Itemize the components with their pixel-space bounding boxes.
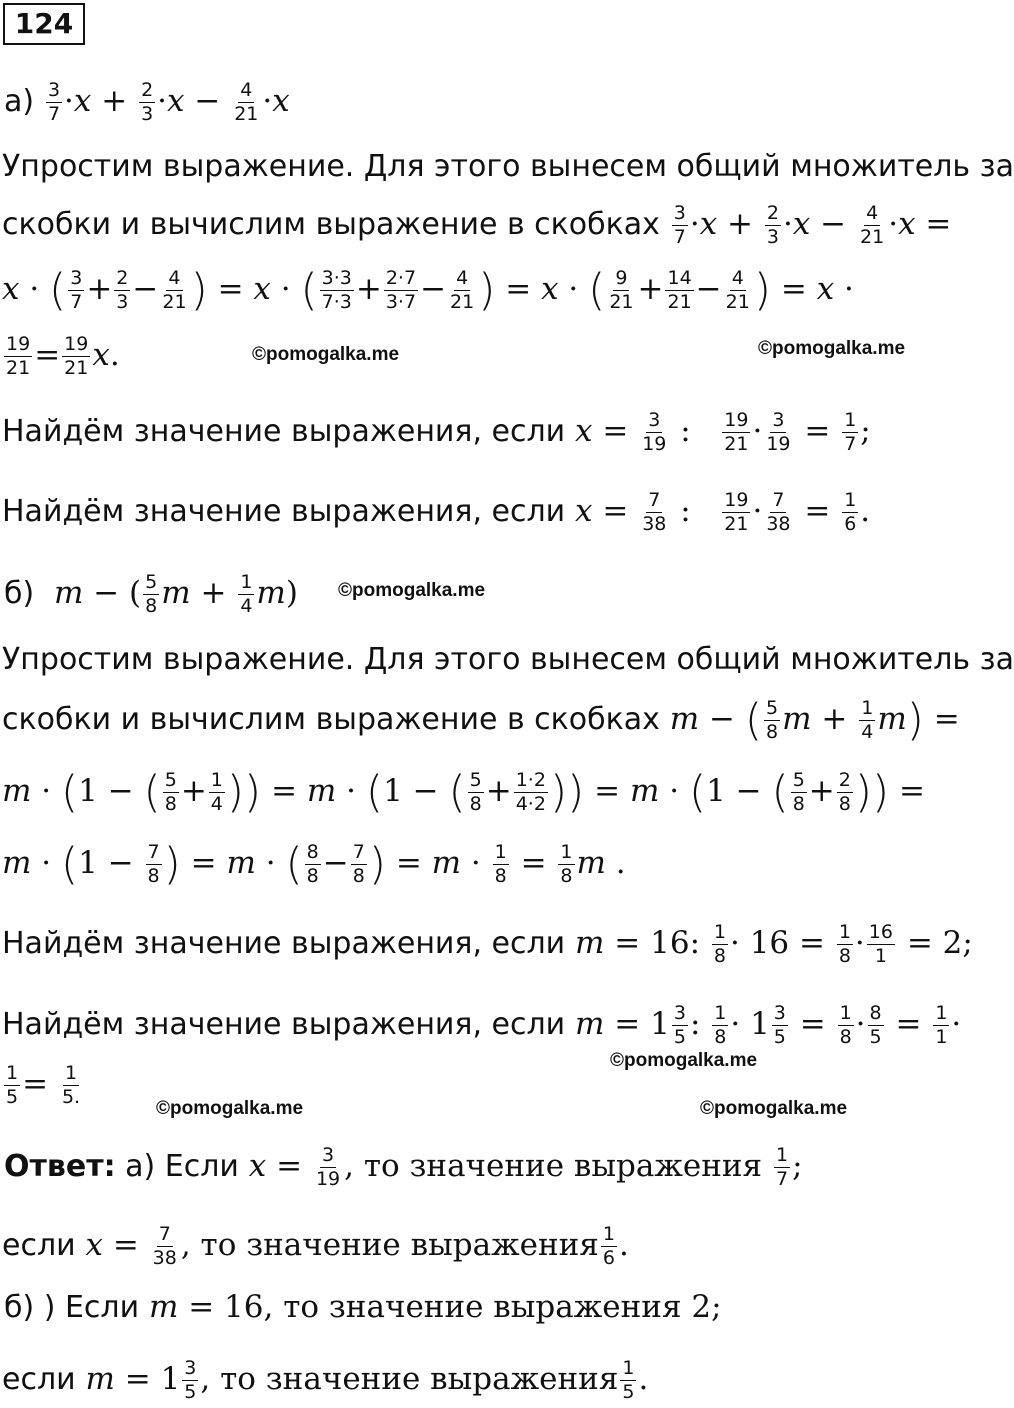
part-a-find-1: Найдём значение выражения, если x = $\frac{3}{19}$ : $\frac{19}{21}$ · $\frac{3}{19}$ = $\frac{1}{7}$ ;: [2, 409, 871, 455]
answer-b-mid: , то значение выражения 2;: [263, 1289, 722, 1325]
part-a-calc-line-2: $\frac{19}{21}$ = $\frac{19}{21}$ x.: [6, 333, 120, 379]
part-b-intro-text: скобки и вычислим выражение в скобках: [2, 702, 660, 737]
answer-line-b-2: если m = 1 $\frac{3}{5}$ , то значение выражения $\frac{1}{5}$ .: [2, 1357, 649, 1403]
part-b-label: б): [4, 576, 35, 611]
part-b-calc-line-3: $\frac{1}{5}$ = $\frac{1}{5.}$: [6, 1062, 81, 1108]
part-a-find-1-text: Найдём значение выражения, если: [2, 414, 566, 449]
part-a-intro-line-1: Упростим выражение. Для этого вынесем общий множитель за: [2, 149, 1014, 184]
part-a-label: а): [4, 84, 35, 119]
part-a-intro-text: скобки и вычислим выражение в скобках: [2, 207, 660, 242]
part-b-expression: б) m − ( $\frac{5}{8}$ m + $\frac{1}{4}$ m): [4, 571, 298, 617]
part-b-find-1-text: Найдём значение выражения, если: [2, 926, 566, 961]
answer-b-second-prefix: если: [2, 1362, 76, 1397]
part-b-find-2: Найдём значение выражения, если m = 1 $\frac{3}{5}$ : $\frac{1}{8}$ · 1 $\frac{3}{5}$ = $\frac{1}{8}$ · $\frac{8}{5}$ = $\frac{1}{1}$ ·: [2, 1002, 962, 1048]
answer-b-prefix: б) ) Если: [4, 1290, 140, 1325]
answer-a-mid: , то значение выражения: [344, 1148, 763, 1184]
watermark: ©pomogalka.me: [758, 338, 906, 359]
watermark: ©pomogalka.me: [156, 1098, 304, 1119]
watermark: ©pomogalka.me: [700, 1098, 848, 1119]
answer-line-b-1: б) ) Если m = 16, то значение выражения 2;: [4, 1289, 722, 1325]
part-a-find-2: Найдём значение выражения, если x = $\frac{7}{38}$ : $\frac{19}{21}$ · $\frac{7}{38}$ = $\frac{1}{6}$ .: [2, 489, 871, 535]
watermark: ©pomogalka.me: [252, 344, 400, 365]
part-a-calc-line-1: x · ( $\frac{3}{7}$ + $\frac{2}{3}$ − $\frac{4}{21}$ ) = x · ( $\frac{3\cdot 3}{7\cdot 3}$ + $\frac{2\cdot 7}{3\cdot 7}$ − $\frac{4}{21}$ ) = x · ( $\frac{9}{21}$ + $\frac{14}{21}$ − $\frac{4}{21}$ ) = x ·: [2, 264, 854, 316]
part-a-expression: а) $\frac{3}{7}$ ·x + $\frac{2}{3}$ ·x − $\frac{4}{21}$ ·x: [4, 79, 290, 125]
answer-a-second-mid: , то значение выражения: [180, 1227, 599, 1263]
problem-number: 124: [3, 3, 85, 45]
watermark: ©pomogalka.me: [610, 1050, 758, 1071]
part-a-intro-line-2: скобки и вычислим выражение в скобках $\frac{3}{7}$ ·x + $\frac{2}{3}$ ·x − $\frac{4}{21}$ ·x =: [2, 202, 952, 248]
answer-a-prefix: а) Если: [125, 1149, 239, 1184]
part-b-intro-line-2: скобки и вычислим выражение в скобках m − ( $\frac{5}{8}$ m + $\frac{1}{4}$ m) =: [2, 694, 960, 746]
part-b-find-2-text: Найдём значение выражения, если: [2, 1007, 566, 1042]
answer-b-second-mid: , то значение выражения: [200, 1361, 619, 1397]
answer-a-second-prefix: если: [2, 1228, 76, 1263]
part-b-find-1: Найдём значение выражения, если m = 16: $\frac{1}{8}$ · 16 = $\frac{1}{8}$ · $\frac{16}{1}$ = 2;: [2, 921, 973, 967]
watermark: ©pomogalka.me: [338, 580, 486, 601]
answer-line-a-1: Ответ: а) Если x = $\frac{3}{19}$ , то значение выражения $\frac{1}{7}$ ;: [4, 1144, 803, 1190]
part-b-calc-line-1: m · (1 − ( $\frac{5}{8}$ + $\frac{1}{4}$ )) = m · (1 − ( $\frac{5}{8}$ + $\frac{1\cdot 2}{4\cdot 2}$ )) = m · (1 − ( $\frac{5}{8}$ + $\frac{2}{8}$ )) =: [2, 766, 926, 818]
part-a-find-2-text: Найдём значение выражения, если: [2, 494, 566, 529]
answer-line-a-2: если x = $\frac{7}{38}$ , то значение выражения $\frac{1}{6}$ .: [2, 1223, 629, 1269]
part-b-intro-line-1: Упростим выражение. Для этого вынесем общий множитель за: [2, 642, 1014, 677]
part-b-calc-line-2: m · (1 − $\frac{7}{8}$ ) = m · ( $\frac{8}{8}$ − $\frac{7}{8}$ ) = m · $\frac{1}{8}$ = $\frac{1}{8}$ m .: [2, 838, 626, 890]
answer-label: Ответ:: [4, 1149, 116, 1184]
